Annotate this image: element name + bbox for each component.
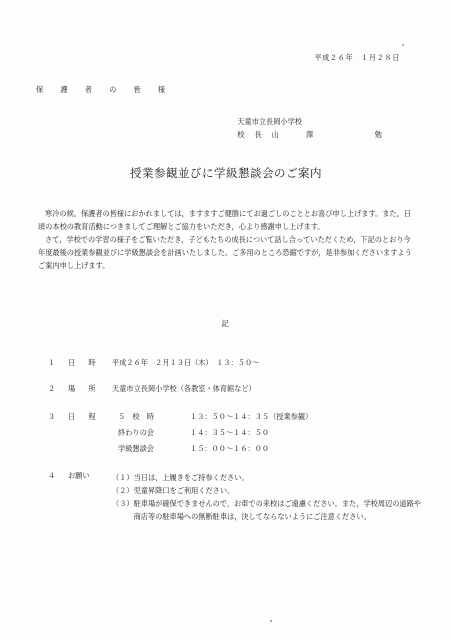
principal-line bbox=[237, 128, 392, 141]
item-label: 日 時 bbox=[68, 358, 99, 367]
scan-speck bbox=[402, 44, 404, 46]
body-paragraph: さて，学校での学習の様子をご覧いただき，子どもたちの成長について話し合っていただくため，下記のとおり今年度最後の授業参観並びに学級懇談会を計画いたしました。ご多用のところ恐縮ですが，是非参加くださいますようご案内申し上げます。 bbox=[38, 235, 412, 270]
schedule-time: １５：００～１６：００ bbox=[190, 444, 270, 453]
note-text: 駐車場が確保できませんので，お車での来校はご遠慮ください。また，学校周辺の道路や商店等の駐車場への無断駐車は，決してならないようにご注意ください。 bbox=[133, 499, 421, 521]
document-title: 授業参観並びに学級懇談会のご案内 bbox=[130, 166, 322, 180]
note-item bbox=[112, 484, 422, 497]
item-number: ３ bbox=[48, 412, 56, 421]
school-name: 天童市立長岡小学校 bbox=[237, 117, 302, 126]
note-mark: （１） bbox=[112, 473, 134, 482]
principal-name: 山 澤 勉 bbox=[271, 130, 392, 139]
schedule-time: １４：３５～１４：５０ bbox=[190, 428, 270, 437]
note-item bbox=[112, 497, 422, 523]
body-paragraph: 寒冷の候，保護者の皆様におかれましては，ますますご健勝にてお過ごしのこととお喜び申し上げます。また，日頃の本校の教育活動につきましてご理解とご協力をいただき，心より感謝申し上げます。 bbox=[38, 209, 411, 231]
sender-block bbox=[237, 115, 392, 141]
schedule-row bbox=[118, 428, 269, 438]
item-value: 平成２６年 ２月１３日（木） １３：５０～ bbox=[112, 358, 260, 367]
schedule-name: ５ 校 時 bbox=[118, 412, 154, 421]
schedule-row bbox=[118, 412, 312, 422]
item-requests bbox=[48, 471, 112, 481]
item-number: ２ bbox=[48, 384, 56, 393]
note-text: 当日は，上履きをご持参ください。 bbox=[133, 473, 249, 482]
schedule-name: 終わりの会 bbox=[118, 428, 154, 437]
request-notes bbox=[112, 471, 422, 523]
document-date: 平成２６年 １月２８日 bbox=[314, 53, 400, 62]
item-datetime bbox=[48, 358, 259, 368]
schedule-name: 学級懇談会 bbox=[118, 444, 154, 453]
principal-title: 校長 bbox=[237, 130, 272, 139]
scan-speck bbox=[270, 620, 272, 622]
item-label: お願い bbox=[68, 471, 90, 480]
body-text bbox=[38, 207, 416, 272]
item-label: 場 所 bbox=[68, 384, 99, 393]
item-schedule bbox=[48, 412, 112, 422]
note-item bbox=[112, 471, 422, 484]
note-mark: （２） bbox=[112, 486, 134, 495]
item-label: 日 程 bbox=[68, 412, 99, 421]
schedule-time: １３：５０～１４：３５（授業参観） bbox=[190, 412, 313, 421]
recipient-line: 保 護 者 の 皆 様 bbox=[36, 85, 171, 94]
note-mark: （３） bbox=[112, 499, 134, 508]
item-place bbox=[48, 384, 256, 394]
note-text: 児童昇降口をご利用ください。 bbox=[133, 486, 235, 495]
schedule-row bbox=[118, 444, 269, 454]
item-value: 天童市立長岡小学校（各教室・体育館など） bbox=[112, 384, 256, 393]
item-number: ４ bbox=[48, 471, 56, 480]
item-number: １ bbox=[48, 358, 56, 367]
ki-heading: 記 bbox=[221, 319, 231, 328]
